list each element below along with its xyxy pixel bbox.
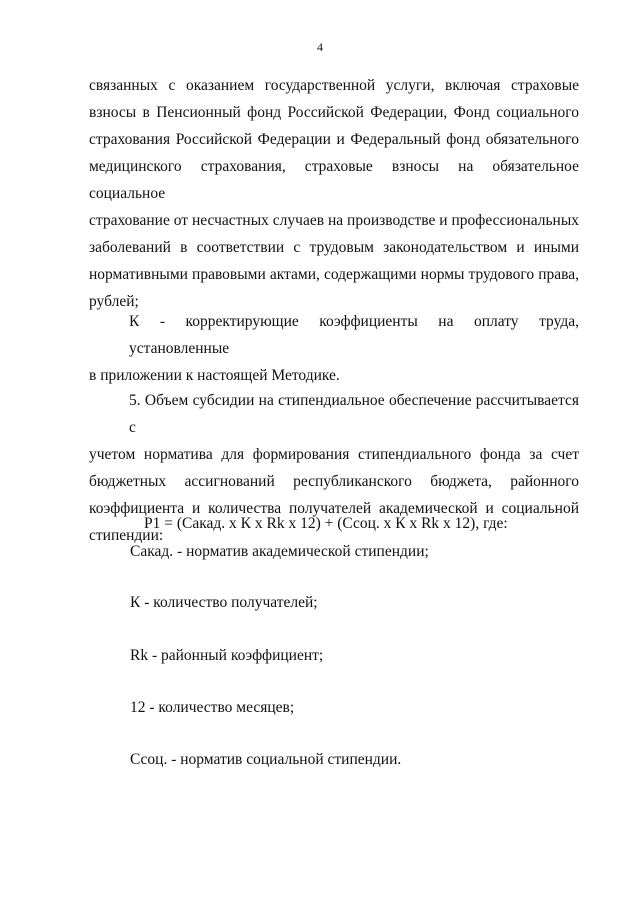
text-line: нормативными правовыми актами, содержащими нормы трудового права, (89, 266, 579, 283)
text-line: медицинского страхования, страховые взносы на обязательное социальное (89, 158, 579, 202)
text-line: стипендии: (89, 527, 164, 544)
definition-academic-scholarship: Сакад. - норматив академической стипендии; (130, 543, 429, 560)
text-line: заболеваний в соответствии с трудовым законодательством и иными (89, 239, 579, 256)
text-line: К - корректирующие коэффициенты на оплату труда, установленные (129, 313, 579, 357)
text-line: 5. Объем субсидии на стипендиальное обеспечение рассчитывается с (129, 392, 579, 436)
text-line: рублей; (89, 293, 139, 310)
definition-months-count: 12 - количество месяцев; (130, 699, 295, 716)
definition-social-scholarship: Ссоц. - норматив социальной стипендии. (130, 751, 402, 768)
paragraph-insurance-contributions (89, 72, 579, 315)
page-number: 4 (317, 40, 323, 54)
definition-district-coefficient: Rk - районный коэффициент; (130, 647, 324, 664)
text-line: связанных с оказанием государственной услуги, включая страховые (89, 77, 579, 94)
text-line: в приложении к настоящей Методике. (89, 367, 340, 384)
text-line: учетом норматива для формирования стипендиального фонда за счет (89, 446, 579, 463)
subsidy-formula: P1 = (Сакад. х К х Rk х 12) + (Ссоц. х К х Rk х 12), где: (144, 515, 508, 532)
text-line: страхование от несчастных случаев на производстве и профессиональных (89, 212, 579, 229)
paragraph-correction-coefficients (89, 308, 579, 389)
text-line: коэффициента и количества получателей академической и социальной (89, 500, 579, 517)
definition-recipients-count: К - количество получателей; (130, 594, 318, 611)
text-line: страхования Российской Федерации и Федеральный фонд обязательного (89, 131, 579, 148)
text-line: взносы в Пенсионный фонд Российской Федерации, Фонд социального (89, 104, 579, 121)
text-line: бюджетных ассигнований республиканского бюджета, районного (89, 473, 579, 490)
